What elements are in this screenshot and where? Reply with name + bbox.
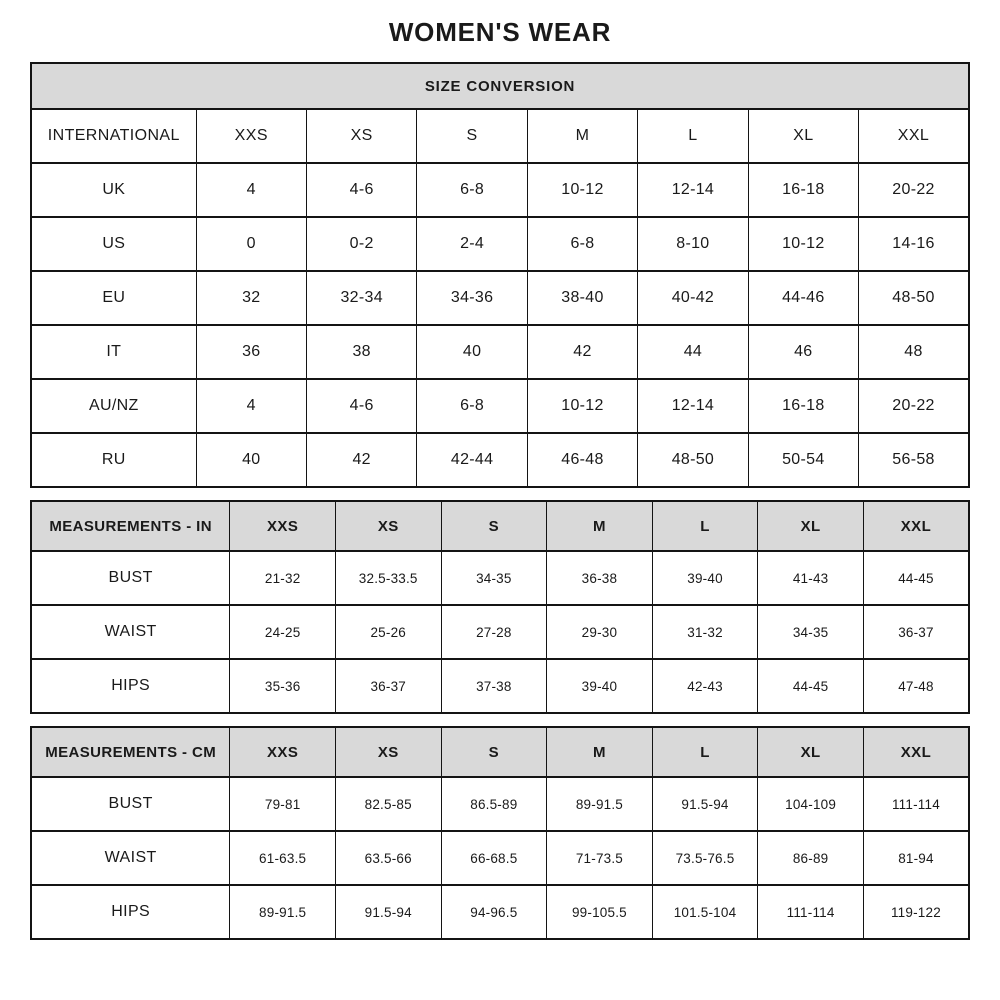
value-cell: 94-96.5 — [441, 885, 547, 939]
header-size-cell: L — [652, 501, 758, 551]
value-cell: 4 — [196, 379, 306, 433]
table-header-row — [31, 109, 969, 163]
value-cell: 36 — [196, 325, 306, 379]
header-size-cell: XXL — [859, 109, 969, 163]
table-row — [31, 885, 969, 939]
value-cell: 4-6 — [306, 163, 416, 217]
measurements-in-table — [30, 500, 970, 714]
value-cell: 50-54 — [748, 433, 858, 487]
value-cell: 42 — [527, 325, 637, 379]
value-cell: 40 — [417, 325, 527, 379]
header-size-cell: XS — [335, 727, 441, 777]
value-cell: 39-40 — [547, 659, 653, 713]
value-cell: 89-91.5 — [547, 777, 653, 831]
table-row — [31, 659, 969, 713]
value-cell: 48-50 — [859, 271, 969, 325]
value-cell: 24-25 — [230, 605, 336, 659]
value-cell: 111-114 — [863, 777, 969, 831]
table-row — [31, 379, 969, 433]
value-cell: 14-16 — [859, 217, 969, 271]
value-cell: 82.5-85 — [335, 777, 441, 831]
row-label-cell: EU — [31, 271, 196, 325]
value-cell: 44-45 — [863, 551, 969, 605]
page-title: WOMEN'S WEAR — [388, 17, 612, 47]
row-label-cell: BUST — [31, 777, 230, 831]
value-cell: 48 — [859, 325, 969, 379]
header-size-cell: M — [547, 727, 653, 777]
size-conversion-table — [30, 62, 970, 488]
value-cell: 111-114 — [758, 885, 864, 939]
value-cell: 6-8 — [527, 217, 637, 271]
value-cell: 61-63.5 — [230, 831, 336, 885]
row-label-cell: US — [31, 217, 196, 271]
value-cell: 25-26 — [335, 605, 441, 659]
value-cell: 34-35 — [441, 551, 547, 605]
row-label-cell: RU — [31, 433, 196, 487]
value-cell: 119-122 — [863, 885, 969, 939]
value-cell: 44-46 — [748, 271, 858, 325]
measurements-cm-table — [30, 726, 970, 940]
value-cell: 12-14 — [638, 163, 748, 217]
table-row — [31, 605, 969, 659]
value-cell: 81-94 — [863, 831, 969, 885]
value-cell: 101.5-104 — [652, 885, 758, 939]
value-cell: 12-14 — [638, 379, 748, 433]
row-label-cell: UK — [31, 163, 196, 217]
value-cell: 40-42 — [638, 271, 748, 325]
value-cell: 6-8 — [417, 379, 527, 433]
table-row — [31, 777, 969, 831]
value-cell: 31-32 — [652, 605, 758, 659]
value-cell: 29-30 — [547, 605, 653, 659]
value-cell: 44-45 — [758, 659, 864, 713]
header-size-cell: XS — [306, 109, 416, 163]
row-label-cell: HIPS — [31, 659, 230, 713]
value-cell: 42-43 — [652, 659, 758, 713]
value-cell: 32 — [196, 271, 306, 325]
value-cell: 37-38 — [441, 659, 547, 713]
row-label-cell: IT — [31, 325, 196, 379]
value-cell: 40 — [196, 433, 306, 487]
table-header-row — [31, 501, 969, 551]
header-size-cell: M — [547, 501, 653, 551]
table-row — [31, 551, 969, 605]
value-cell: 42-44 — [417, 433, 527, 487]
value-cell: 46-48 — [527, 433, 637, 487]
value-cell: 4-6 — [306, 379, 416, 433]
header-size-cell: XS — [335, 501, 441, 551]
header-label-cell: INTERNATIONAL — [31, 109, 196, 163]
value-cell: 47-48 — [863, 659, 969, 713]
tables-root — [30, 62, 970, 940]
table-header-row — [31, 727, 969, 777]
value-cell: 91.5-94 — [652, 777, 758, 831]
value-cell: 36-38 — [547, 551, 653, 605]
value-cell: 32-34 — [306, 271, 416, 325]
table-title-row — [31, 63, 969, 109]
value-cell: 35-36 — [230, 659, 336, 713]
header-size-cell: XL — [758, 501, 864, 551]
value-cell: 8-10 — [638, 217, 748, 271]
value-cell: 48-50 — [638, 433, 748, 487]
value-cell: 86.5-89 — [441, 777, 547, 831]
value-cell: 36-37 — [863, 605, 969, 659]
value-cell: 34-35 — [758, 605, 864, 659]
row-label-cell: AU/NZ — [31, 379, 196, 433]
row-label-cell: BUST — [31, 551, 230, 605]
value-cell: 42 — [306, 433, 416, 487]
value-cell: 2-4 — [417, 217, 527, 271]
header-size-cell: S — [417, 109, 527, 163]
value-cell: 16-18 — [748, 163, 858, 217]
header-size-cell: XXS — [196, 109, 306, 163]
table-row — [31, 271, 969, 325]
value-cell: 44 — [638, 325, 748, 379]
table-title: SIZE CONVERSION — [31, 63, 969, 109]
value-cell: 0 — [196, 217, 306, 271]
header-size-cell: XXS — [230, 501, 336, 551]
value-cell: 89-91.5 — [230, 885, 336, 939]
header-size-cell: S — [441, 501, 547, 551]
header-label-cell: MEASUREMENTS - IN — [31, 501, 230, 551]
value-cell: 86-89 — [758, 831, 864, 885]
header-size-cell: XXL — [863, 501, 969, 551]
value-cell: 10-12 — [527, 163, 637, 217]
value-cell: 4 — [196, 163, 306, 217]
value-cell: 6-8 — [417, 163, 527, 217]
value-cell: 20-22 — [859, 163, 969, 217]
value-cell: 10-12 — [527, 379, 637, 433]
header-size-cell: XXS — [230, 727, 336, 777]
header-size-cell: M — [527, 109, 637, 163]
value-cell: 38 — [306, 325, 416, 379]
table-row — [31, 831, 969, 885]
value-cell: 71-73.5 — [547, 831, 653, 885]
value-cell: 99-105.5 — [547, 885, 653, 939]
value-cell: 56-58 — [859, 433, 969, 487]
value-cell: 104-109 — [758, 777, 864, 831]
header-size-cell: S — [441, 727, 547, 777]
value-cell: 39-40 — [652, 551, 758, 605]
value-cell: 63.5-66 — [335, 831, 441, 885]
value-cell: 91.5-94 — [335, 885, 441, 939]
value-cell: 36-37 — [335, 659, 441, 713]
header-size-cell: L — [638, 109, 748, 163]
value-cell: 73.5-76.5 — [652, 831, 758, 885]
header-size-cell: XL — [758, 727, 864, 777]
row-label-cell: WAIST — [31, 605, 230, 659]
header-label-cell: MEASUREMENTS - CM — [31, 727, 230, 777]
value-cell: 0-2 — [306, 217, 416, 271]
value-cell: 41-43 — [758, 551, 864, 605]
header-size-cell: XL — [748, 109, 858, 163]
table-row — [31, 325, 969, 379]
value-cell: 32.5-33.5 — [335, 551, 441, 605]
value-cell: 79-81 — [230, 777, 336, 831]
header-size-cell: XXL — [863, 727, 969, 777]
table-row — [31, 433, 969, 487]
value-cell: 10-12 — [748, 217, 858, 271]
value-cell: 21-32 — [230, 551, 336, 605]
header-size-cell: L — [652, 727, 758, 777]
row-label-cell: WAIST — [31, 831, 230, 885]
row-label-cell: HIPS — [31, 885, 230, 939]
value-cell: 20-22 — [859, 379, 969, 433]
table-row — [31, 217, 969, 271]
table-row — [31, 163, 969, 217]
value-cell: 38-40 — [527, 271, 637, 325]
value-cell: 16-18 — [748, 379, 858, 433]
value-cell: 27-28 — [441, 605, 547, 659]
value-cell: 34-36 — [417, 271, 527, 325]
value-cell: 66-68.5 — [441, 831, 547, 885]
value-cell: 46 — [748, 325, 858, 379]
